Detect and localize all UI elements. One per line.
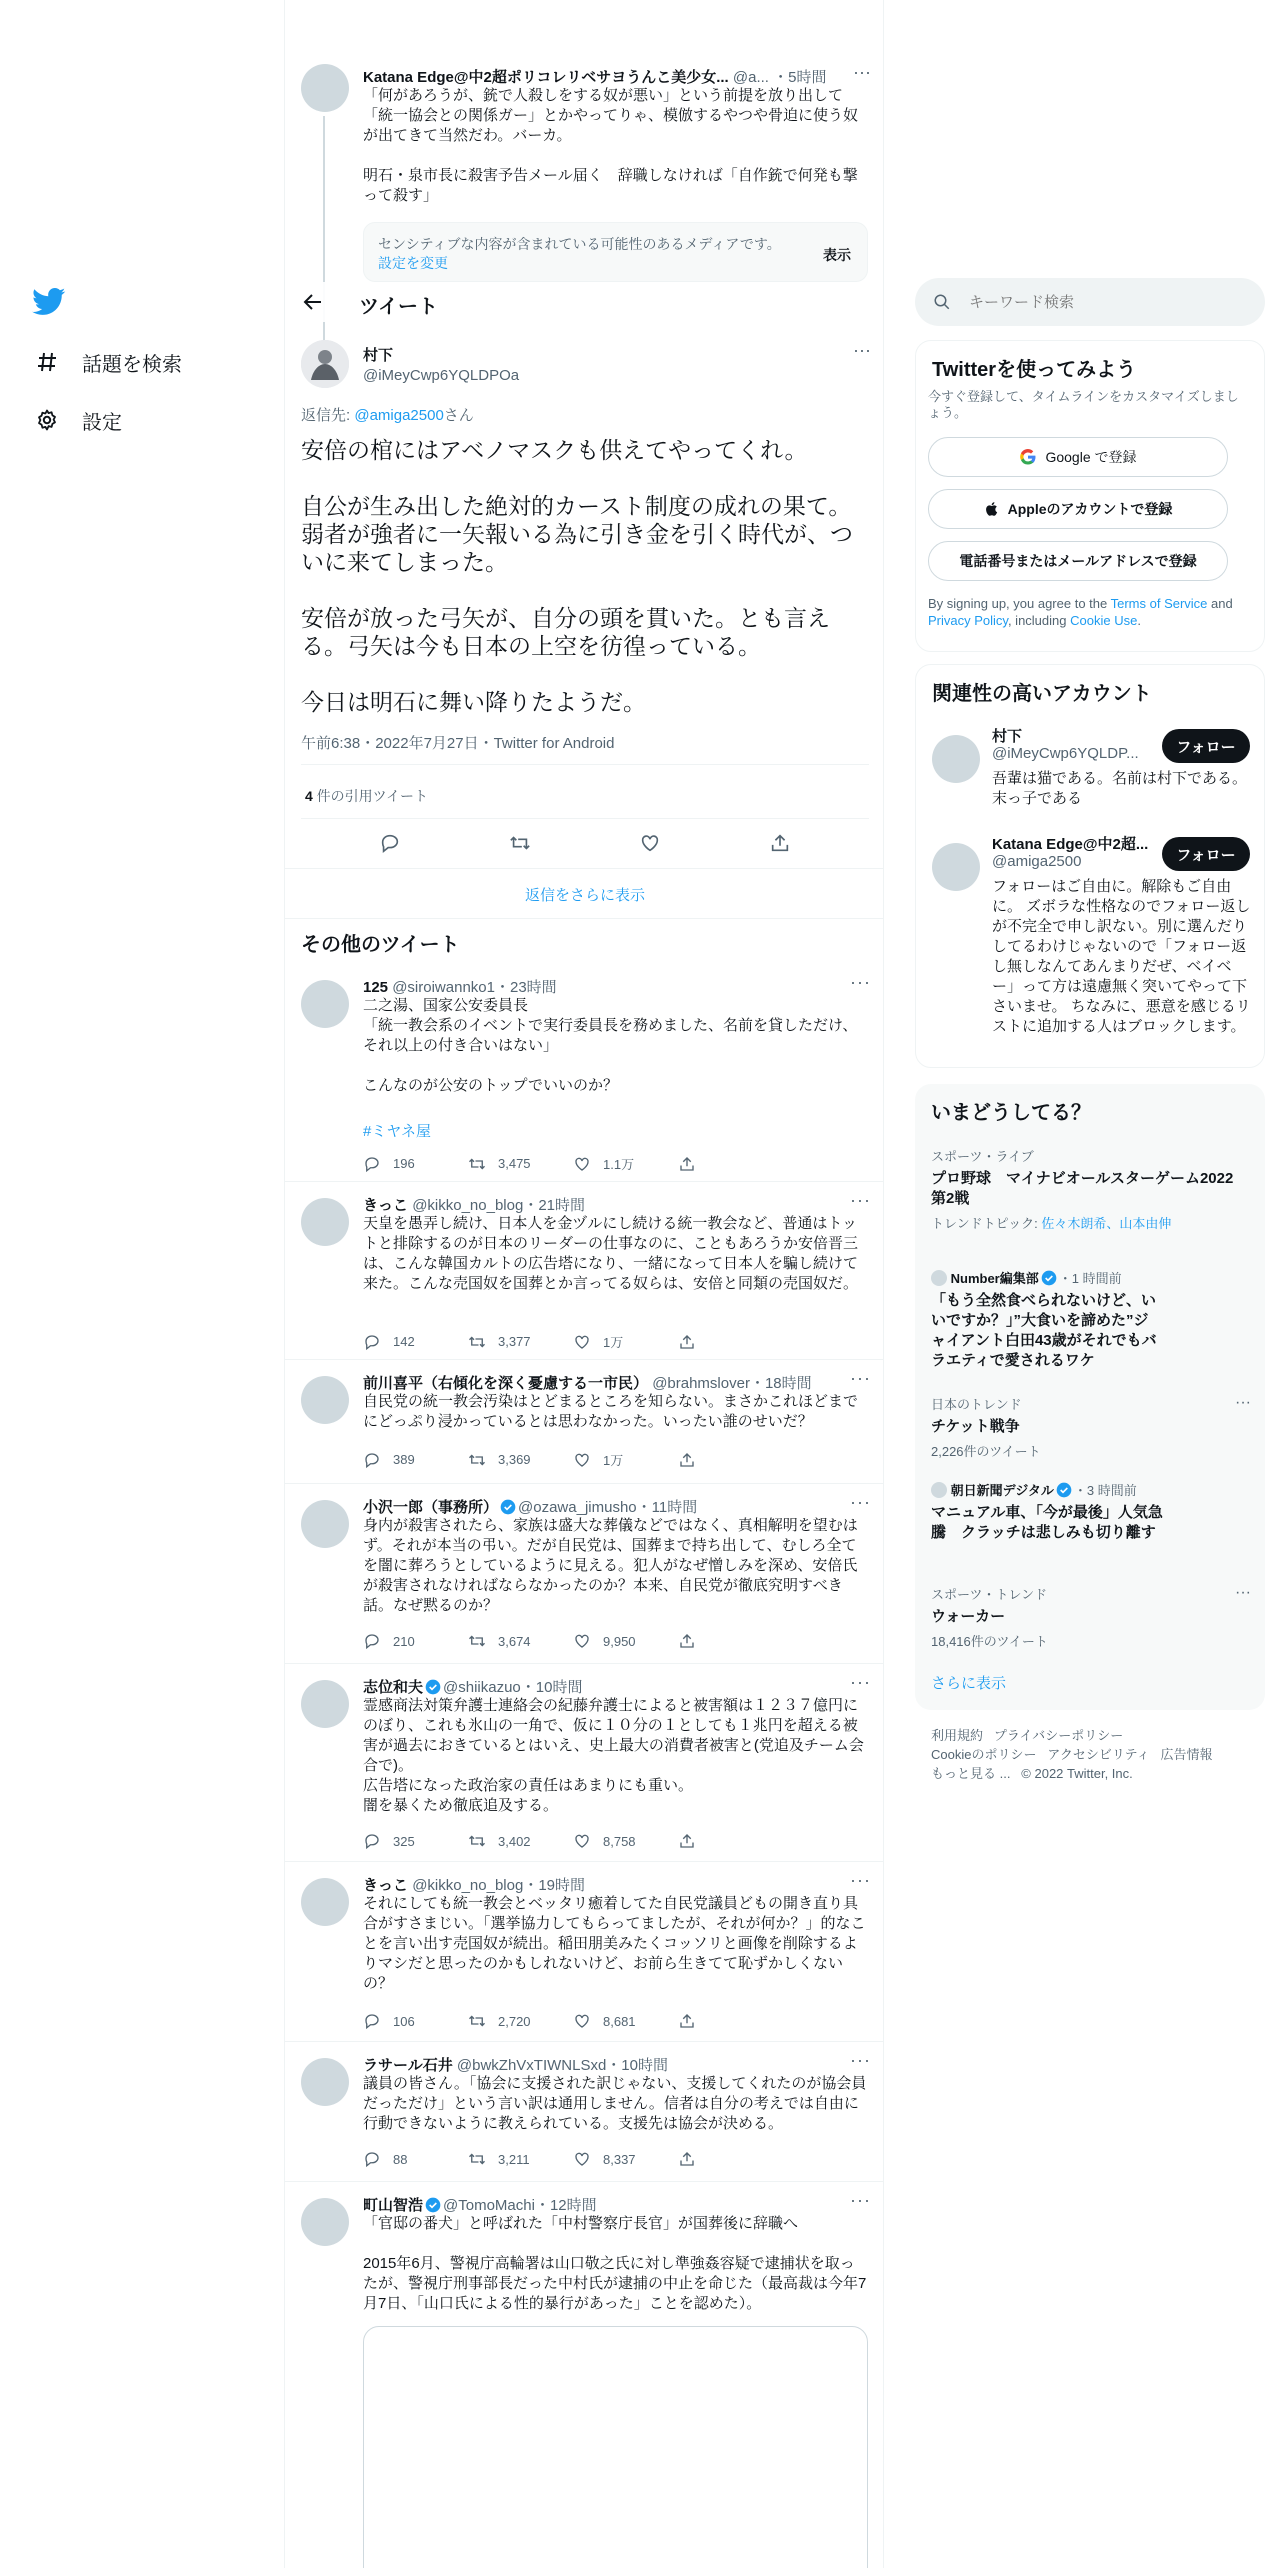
retweet-count: 3,211 bbox=[498, 2151, 530, 2167]
reply-button[interactable] bbox=[363, 1154, 468, 1173]
account-bio: フォローはご自由に。解除もご自由に。 ズボラな性格なのでフォロー返しが不完全で申し訳ない。別に選んだりしてるわけじゃないので「フォロー返し無しなんてあんまりだぜ、ベイベー」って方は遠慮無く突いてやって下さいませ。 ちなみに、悪意を感じるリストに追加する人はブロックします。 bbox=[992, 878, 1251, 1035]
more-icon[interactable]: ··· bbox=[1235, 1394, 1251, 1411]
share-icon bbox=[678, 1832, 696, 1850]
change-settings-link[interactable]: 設定を変更 bbox=[378, 255, 448, 271]
author-name[interactable]: ラサール石井 bbox=[363, 2057, 453, 2074]
left-sidebar bbox=[0, 0, 284, 2568]
trend-category: スポーツ・ライブ bbox=[931, 1149, 1034, 1164]
sensitive-media-notice bbox=[363, 222, 868, 282]
retweet-icon bbox=[468, 1632, 486, 1650]
more-icon[interactable]: ··· bbox=[850, 1190, 871, 1210]
avatar[interactable] bbox=[301, 1878, 349, 1926]
author-handle[interactable]: @siroiwannko1 bbox=[392, 979, 495, 996]
hashtag-icon bbox=[34, 349, 60, 375]
avatar[interactable] bbox=[301, 2058, 349, 2106]
tweet-actions bbox=[363, 1632, 783, 1650]
reply-icon bbox=[363, 1451, 381, 1469]
retweet-count: 3,402 bbox=[498, 1833, 531, 1849]
reply-count: 210 bbox=[393, 1633, 415, 1649]
more-icon[interactable]: ··· bbox=[850, 1672, 871, 1692]
context-tweet[interactable] bbox=[285, 54, 884, 294]
nav-settings-label: 設定 bbox=[82, 411, 122, 434]
more-icon[interactable]: ··· bbox=[853, 340, 871, 360]
show-more-trends-link[interactable]: さらに表示 bbox=[931, 1675, 1007, 1692]
trend-category: 日本のトレンド bbox=[931, 1397, 1022, 1412]
like-count: 9,950 bbox=[603, 1633, 636, 1649]
retweet-icon bbox=[468, 2012, 486, 2030]
signup-subtitle: 今すぐ登録して、タイムラインをカスタマイズしましょう。 bbox=[928, 389, 1239, 420]
quote-label: 件の引用ツイート bbox=[312, 788, 428, 804]
tweet-actions bbox=[363, 1154, 783, 1173]
tweet-card[interactable] bbox=[285, 964, 884, 1182]
account-bio: 吾輩は猫である。名前は村下である。末っ子である bbox=[992, 770, 1248, 807]
news-time: ・1 時間前 bbox=[1058, 1271, 1122, 1286]
share-button[interactable] bbox=[678, 1154, 783, 1173]
signup-card bbox=[915, 340, 1265, 652]
verified-badge-icon bbox=[1056, 1482, 1072, 1498]
footer-link[interactable]: アクセシビリティ bbox=[1047, 1747, 1150, 1762]
author-handle[interactable]: @TomoMachi bbox=[443, 2197, 535, 2214]
avatar[interactable] bbox=[301, 1198, 349, 1246]
trend-item[interactable] bbox=[931, 1480, 1251, 1543]
google-signup-button[interactable] bbox=[928, 437, 1228, 477]
trend-category: スポーツ・トレンド bbox=[931, 1587, 1048, 1602]
retweet-count: 2,720 bbox=[498, 2013, 531, 2029]
like-icon bbox=[573, 1333, 591, 1351]
tweet-actions bbox=[285, 832, 884, 854]
account-handle[interactable]: @iMeyCwp6YQLDP... bbox=[992, 745, 1139, 762]
tweet-card[interactable] bbox=[285, 1182, 884, 1360]
follow-button[interactable]: フォロー bbox=[1162, 729, 1250, 763]
source-avatar bbox=[931, 1270, 947, 1286]
trend-title: チケット戦争 bbox=[931, 1418, 1020, 1435]
tweet-meta[interactable]: 午前6:38・2022年7月27日・Twitter for Android bbox=[301, 735, 615, 752]
reply-icon bbox=[363, 2012, 381, 2030]
share-button[interactable] bbox=[678, 1332, 783, 1351]
reply-button[interactable] bbox=[363, 2012, 468, 2030]
tweet-time[interactable]: ・21時間 bbox=[523, 1197, 586, 1214]
reply-prefix: 返信先: bbox=[301, 407, 355, 424]
news-time: ・3 時間前 bbox=[1073, 1483, 1137, 1498]
reply-icon bbox=[363, 1333, 381, 1351]
author-name[interactable]: 小沢一郎（事務所） bbox=[363, 1499, 499, 1516]
share-icon bbox=[678, 1155, 696, 1173]
retweet-icon bbox=[468, 1451, 486, 1469]
retweet-button[interactable] bbox=[468, 2012, 573, 2030]
like-icon[interactable] bbox=[639, 832, 661, 854]
trend-item[interactable] bbox=[931, 1268, 1251, 1371]
author-handle[interactable]: @kikko_no_blog bbox=[412, 1197, 524, 1214]
reply-count: 196 bbox=[393, 1156, 415, 1171]
trend-title: プロ野球 マイナビオールスターゲーム2022 第2戦 bbox=[931, 1170, 1234, 1207]
like-icon bbox=[573, 1155, 591, 1173]
twitter-logo-icon[interactable] bbox=[32, 288, 66, 316]
page-title: ツイート bbox=[359, 296, 438, 318]
tweet-actions bbox=[363, 2012, 783, 2030]
focused-tweet bbox=[285, 326, 884, 870]
sensitive-text: センシティブな内容が含まれている可能性のあるメディアです。 bbox=[378, 236, 781, 252]
retweet-icon bbox=[468, 1333, 486, 1351]
like-icon bbox=[573, 1832, 591, 1850]
like-count: 8,681 bbox=[603, 2013, 636, 2029]
author-handle[interactable]: @bwkZhVxTIWNLSxd bbox=[456, 2057, 607, 2074]
share-icon bbox=[678, 1632, 696, 1650]
author-name[interactable]: 村下 bbox=[363, 347, 394, 364]
show-media-button[interactable]: 表示 bbox=[823, 247, 851, 263]
share-button[interactable] bbox=[678, 2012, 783, 2030]
news-source: 朝日新聞デジタル bbox=[950, 1483, 1054, 1498]
account-name[interactable]: 村下 bbox=[992, 728, 1023, 745]
terms-prefix: By signing up, you agree to the bbox=[928, 596, 1111, 611]
retweet-button[interactable] bbox=[468, 1632, 573, 1650]
tweet-time[interactable]: ・10時間 bbox=[520, 1679, 583, 1696]
link-card[interactable] bbox=[363, 2326, 868, 2568]
author-name[interactable]: きっこ bbox=[363, 1197, 409, 1214]
author-name[interactable]: 町山智浩 bbox=[363, 2197, 424, 2214]
author-handle[interactable]: @iMeyCwp6YQLDPOa bbox=[363, 367, 520, 384]
trend-topics[interactable]: 佐々木朗希、山本由伸 bbox=[1041, 1216, 1172, 1231]
signup-terms bbox=[928, 595, 1254, 629]
search-icon bbox=[933, 293, 951, 311]
quote-tweets-link[interactable] bbox=[305, 786, 428, 806]
reply-icon bbox=[363, 1155, 381, 1173]
avatar[interactable] bbox=[301, 1500, 349, 1548]
nav-explore-label: 話題を検索 bbox=[82, 353, 182, 376]
verified-badge-icon bbox=[1041, 1270, 1057, 1286]
like-count: 8,337 bbox=[603, 2151, 636, 2167]
retweet-count: 3,475 bbox=[498, 1156, 531, 1171]
apple-icon bbox=[984, 500, 1000, 518]
tweet-card[interactable] bbox=[285, 1862, 884, 2042]
tweet-text: それにしても統一教会とベッタリ癒着してた自民党議員どもの開き直り具合がすさまじい。「選挙協力してもらってましたが、それが何か？」的なことを言い出す売国奴が続出。稲田朋美みたくコッソリと画像を削除するよりマシだと思ったのかもしれないけど、お前ら生きてて恥ずかしくないの？ bbox=[363, 1895, 866, 1992]
tweet-actions bbox=[363, 1332, 783, 1351]
like-button[interactable] bbox=[573, 1632, 678, 1650]
like-count: 1万 bbox=[603, 1335, 624, 1350]
reply-count: 325 bbox=[393, 1833, 415, 1849]
tweet-time[interactable]: ・12時間 bbox=[534, 2197, 597, 2214]
share-button[interactable] bbox=[678, 1832, 783, 1850]
author-name[interactable]: 志位和夫 bbox=[363, 1679, 424, 1696]
tweet-card[interactable] bbox=[285, 1360, 884, 1484]
tweet-text: 自民党の統一教会汚染はとどまるところを知らない。まさかこれほどまでにどっぷり浸かっているとは思わなかった。いったい誰のせいだ？ bbox=[363, 1393, 859, 1430]
share-icon[interactable] bbox=[769, 832, 791, 854]
trend-count: 2,226件のツイート bbox=[931, 1444, 1041, 1459]
like-icon bbox=[573, 2012, 591, 2030]
like-count: 1.1万 bbox=[603, 1157, 635, 1172]
reply-to bbox=[301, 404, 474, 425]
reply-icon bbox=[363, 2150, 381, 2168]
tweet-time[interactable]: ・5時間 bbox=[773, 69, 827, 86]
avatar[interactable] bbox=[301, 64, 349, 112]
more-icon[interactable]: ··· bbox=[850, 2050, 871, 2070]
tweet-text: 霊感商法対策弁護士連絡会の紀藤弁護士によると被害額は１２３７億円にのぼり、これも氷山の一角で、仮に１０分の１としても１兆円を超える被害が過去におきているとはいえ、史上最大の消費者被害と(党追及チーム会合で)。 広告塔になった政治家の責任はあまりにも重い。 闇を暴くため徹底追及する。 bbox=[363, 1697, 864, 1814]
search-box[interactable] bbox=[915, 278, 1265, 326]
google-signup-label: Google で登録 bbox=[1045, 449, 1137, 465]
reply-icon bbox=[363, 1832, 381, 1850]
apple-signup-label: Appleのアカウントで登録 bbox=[1007, 501, 1173, 517]
like-icon bbox=[573, 1451, 591, 1469]
retweet-count: 3,674 bbox=[498, 1633, 531, 1649]
reply-count: 389 bbox=[393, 1452, 415, 1467]
verified-badge-icon bbox=[425, 2197, 441, 2213]
author-name[interactable]: きっこ bbox=[363, 1877, 409, 1894]
tweet-actions bbox=[363, 1832, 783, 1850]
like-button[interactable] bbox=[573, 1450, 678, 1469]
like-button[interactable] bbox=[573, 1332, 678, 1351]
more-icon[interactable]: ··· bbox=[850, 2190, 871, 2210]
reply-icon bbox=[363, 1632, 381, 1650]
back-arrow-icon[interactable] bbox=[303, 292, 323, 312]
retweet-icon bbox=[468, 1155, 486, 1173]
account-name[interactable]: Katana Edge@中2超... bbox=[992, 836, 1149, 853]
retweet-button[interactable] bbox=[468, 1154, 573, 1173]
tweet-text: 二之湯、国家公安委員長 「統一教会系のイベントで実行委員長を務めました、名前を貸しただけ、それ以上の付き合いはない」 こんなのが公安のトップでいいのか？ bbox=[363, 997, 858, 1094]
trend-count: 18,416件のツイート bbox=[931, 1634, 1048, 1649]
more-icon[interactable]: ··· bbox=[1235, 1584, 1251, 1601]
reply-to-link[interactable]: @amiga2500 bbox=[354, 407, 444, 424]
retweet-button[interactable] bbox=[468, 1450, 573, 1469]
related-title: 関連性の高いアカウント bbox=[932, 683, 1152, 705]
like-button[interactable] bbox=[573, 2012, 678, 2030]
nav-settings[interactable] bbox=[34, 400, 122, 440]
tweet-time[interactable]: ・18時間 bbox=[749, 1375, 812, 1392]
news-title: マニュアル車、「今が最後」人気急騰 クラッチは悲しみも切り離す bbox=[931, 1504, 1163, 1541]
trend-item[interactable] bbox=[931, 1584, 1251, 1650]
reply-button[interactable] bbox=[363, 1332, 468, 1351]
reply-count: 88 bbox=[393, 2151, 408, 2167]
more-icon[interactable]: ··· bbox=[850, 1368, 871, 1388]
tweet-card[interactable] bbox=[285, 1664, 884, 1862]
footer-link[interactable]: Cookieのポリシー bbox=[931, 1747, 1037, 1762]
terms-including: , including bbox=[1007, 613, 1071, 628]
reply-button[interactable] bbox=[363, 1450, 468, 1469]
footer-more-link[interactable]: もっと見る ... bbox=[931, 1766, 1011, 1781]
retweet-icon bbox=[468, 1832, 486, 1850]
tweet-text: 安倍の棺にはアベノマスクも供えてやってくれ。 自公が生み出した絶対的カースト制度の成れの果て。弱者が強者に一矢報いる為に引き金を引く時代が、ついに来てしまった。 安倍が放った弓矢が、自分の頭を貫いた。とも言える。弓矢は今も日本の上空を彷徨っている。 今日は明石に舞い降りたようだ。 bbox=[301, 437, 853, 715]
search-input[interactable] bbox=[969, 290, 1249, 314]
more-icon[interactable]: ··· bbox=[850, 1492, 871, 1512]
more-icon[interactable]: ··· bbox=[850, 1870, 871, 1890]
like-count: 1万 bbox=[603, 1453, 624, 1468]
phone-email-signup-button[interactable]: 電話番号またはメールアドレスで登録 bbox=[928, 541, 1228, 581]
like-button[interactable] bbox=[573, 2150, 678, 2168]
retweet-button[interactable] bbox=[468, 1832, 573, 1850]
share-button[interactable] bbox=[678, 1632, 783, 1650]
reply-icon[interactable] bbox=[379, 832, 401, 854]
retweet-icon[interactable] bbox=[509, 832, 531, 854]
related-account[interactable] bbox=[916, 831, 1266, 1067]
related-account[interactable] bbox=[916, 723, 1266, 831]
retweet-count: 3,369 bbox=[498, 1452, 531, 1467]
reply-button[interactable] bbox=[363, 1632, 468, 1650]
like-button[interactable] bbox=[573, 1154, 678, 1173]
tweet-time[interactable]: ・11時間 bbox=[636, 1499, 698, 1516]
trends-card bbox=[915, 1084, 1265, 1710]
verified-badge-icon bbox=[500, 1499, 516, 1515]
like-count: 8,758 bbox=[603, 1833, 636, 1849]
share-icon bbox=[678, 2012, 696, 2030]
footer-link[interactable]: 利用規約 bbox=[931, 1728, 984, 1743]
share-icon bbox=[678, 2150, 696, 2168]
tweet-header bbox=[285, 282, 884, 322]
copyright: © 2022 Twitter, Inc. bbox=[1021, 1766, 1133, 1781]
author-handle[interactable]: @brahmslover bbox=[652, 1375, 750, 1392]
reply-count: 142 bbox=[393, 1334, 415, 1349]
share-button[interactable] bbox=[678, 2150, 783, 2168]
account-handle[interactable]: @amiga2500 bbox=[992, 853, 1082, 870]
hashtag-link[interactable]: #ミヤネ屋 bbox=[363, 1123, 432, 1140]
reply-suffix: さん bbox=[443, 407, 474, 424]
cookie-link[interactable]: Cookie Use bbox=[1070, 613, 1138, 628]
trend-item[interactable] bbox=[931, 1394, 1251, 1460]
apple-signup-button[interactable] bbox=[928, 489, 1228, 529]
retweet-icon bbox=[468, 2150, 486, 2168]
tweet-time[interactable]: ・19時間 bbox=[523, 1877, 586, 1894]
show-more-replies-button[interactable]: 返信をさらに表示 bbox=[524, 886, 645, 904]
retweet-button[interactable] bbox=[468, 1332, 573, 1351]
tweet-time[interactable]: ・10時間 bbox=[606, 2057, 668, 2074]
tweet-text: 天皇を愚弄し続け、日本人を金ヅルにし続ける統一教会など、普通はトットと排除するのが日本のリーダーの仕事なのに、こともあろうか安倍晋三は、こんな韓国カルトの広告塔になり、一緒になって日本人を騙し続けて来た。こんな売国奴を国葬とか言ってる奴らは、安倍と同類の売国奴だ。 bbox=[363, 1215, 859, 1292]
trend-item[interactable] bbox=[931, 1146, 1251, 1232]
share-icon bbox=[678, 1333, 696, 1351]
reply-button[interactable] bbox=[363, 2150, 468, 2168]
main-column bbox=[284, 0, 884, 2568]
google-icon bbox=[1019, 448, 1037, 466]
trends-title: いまどうしてる？ bbox=[931, 1102, 1091, 1124]
footer-link[interactable]: 広告情報 bbox=[1160, 1747, 1213, 1762]
avatar[interactable] bbox=[301, 1680, 349, 1728]
avatar[interactable] bbox=[932, 735, 980, 783]
news-title: 「もう全然食べられないけど、いいですか？」”大食いを諦めた”ジャイアント白田43歳がそれでもバラエティで愛されるワケ bbox=[931, 1292, 1157, 1369]
tweet-text: 身内が殺害されたら、家族は盛大な葬儀などではなく、真相解明を望むはず。それが本当の弔い。だが自民党は、国葬まで持ち出して、むしろ全てを闇に葬ろうとしているように見える。犯人がなぜ憎しみを深め、安倍氏が殺害されなければならなかったのか？本来、自民党が徹底究明すべき話。なぜ黙るのか？ bbox=[363, 1517, 858, 1614]
verified-badge-icon bbox=[425, 1679, 441, 1695]
tweet-text: 議員の皆さん。「協会に支援された訳じゃない、支援してくれたのが協会員だっただけ」という言い訳は通用しません。信者は自分の考えでは自由に行動できないように教えられている。支援先は協会が決める。 bbox=[363, 2075, 867, 2132]
like-button[interactable] bbox=[573, 1832, 678, 1850]
signup-title: Twitterを使ってみよう bbox=[932, 359, 1137, 381]
avatar[interactable] bbox=[301, 2198, 349, 2246]
quote-count: 4 bbox=[305, 788, 313, 804]
reply-count: 106 bbox=[393, 2013, 415, 2029]
follow-button[interactable]: フォロー bbox=[1162, 837, 1250, 871]
tweet-text: 「何があろうが、銃で人殺しをする奴が悪い」という前提を放り出して「統一協会との関係ガー」とかやってりゃ、模倣するやつや骨迫に使う奴が出てきて当然だわ。バーカ。 明石・泉市長に殺害予告メール届く 辞職しなければ「自作銃で何発も撃って殺す」 bbox=[363, 87, 859, 204]
terms-link[interactable]: Terms of Service bbox=[1110, 596, 1208, 611]
retweet-button[interactable] bbox=[468, 2150, 573, 2168]
terms-period: . bbox=[1137, 613, 1141, 628]
avatar[interactable] bbox=[301, 980, 349, 1028]
source-avatar bbox=[931, 1482, 947, 1498]
author-handle[interactable]: @a... bbox=[732, 69, 769, 86]
trend-title: ウォーカー bbox=[931, 1608, 1006, 1625]
tweet-card[interactable] bbox=[285, 2042, 884, 2182]
tweet-text: 「官邸の番犬」と呼ばれた「中村警察庁長官」が国葬後に辞職へ 2015年6月、警視庁高輪署は山口敬之氏に対し準強姦容疑で逮捕状を取ったが、警視庁刑事部長だった中村氏が逮捕の中止を命じた（最高裁は今年7月7日、「山口氏による性的暴行があった」ことを認めた）。 bbox=[363, 2215, 867, 2312]
reply-button[interactable] bbox=[363, 1832, 468, 1850]
gear-icon bbox=[34, 407, 60, 433]
trend-sub-label: トレンドトピック: bbox=[931, 1216, 1042, 1231]
author-handle[interactable]: @ozawa_jimusho bbox=[518, 1499, 637, 1516]
tweet-actions bbox=[363, 1450, 783, 1469]
tweet-time[interactable]: ・23時間 bbox=[494, 979, 557, 996]
related-accounts-card bbox=[915, 664, 1265, 1068]
footer-links bbox=[931, 1726, 1251, 1783]
more-icon[interactable]: ··· bbox=[850, 972, 871, 992]
tweet-actions bbox=[363, 2150, 783, 2168]
like-icon bbox=[573, 2150, 591, 2168]
share-icon bbox=[678, 1451, 696, 1469]
author-name[interactable]: Katana Edge@中2超ポリコレリベサヨうんこ美少女... bbox=[363, 69, 729, 86]
avatar[interactable] bbox=[301, 340, 349, 388]
like-icon bbox=[573, 1632, 591, 1650]
author-name[interactable]: 前川喜平（右傾化を深く憂慮する一市民） bbox=[363, 1375, 649, 1392]
terms-and: and bbox=[1207, 596, 1233, 611]
author-name[interactable]: 125 bbox=[363, 979, 389, 996]
avatar[interactable] bbox=[301, 1376, 349, 1424]
more-tweets-title: その他のツイート bbox=[301, 934, 460, 956]
news-source: Number編集部 bbox=[950, 1271, 1039, 1286]
footer-link[interactable]: プライバシーポリシー bbox=[993, 1728, 1124, 1743]
author-handle[interactable]: @kikko_no_blog bbox=[412, 1877, 524, 1894]
author-handle[interactable]: @shiikazuo bbox=[443, 1679, 521, 1696]
tweet-card[interactable] bbox=[285, 2182, 884, 2568]
share-button[interactable] bbox=[678, 1450, 783, 1469]
privacy-link[interactable]: Privacy Policy bbox=[928, 613, 1008, 628]
avatar[interactable] bbox=[932, 843, 980, 891]
tweet-card[interactable] bbox=[285, 1484, 884, 1664]
nav-explore[interactable] bbox=[34, 342, 182, 382]
more-icon[interactable]: ··· bbox=[853, 62, 871, 82]
retweet-count: 3,377 bbox=[498, 1334, 531, 1349]
